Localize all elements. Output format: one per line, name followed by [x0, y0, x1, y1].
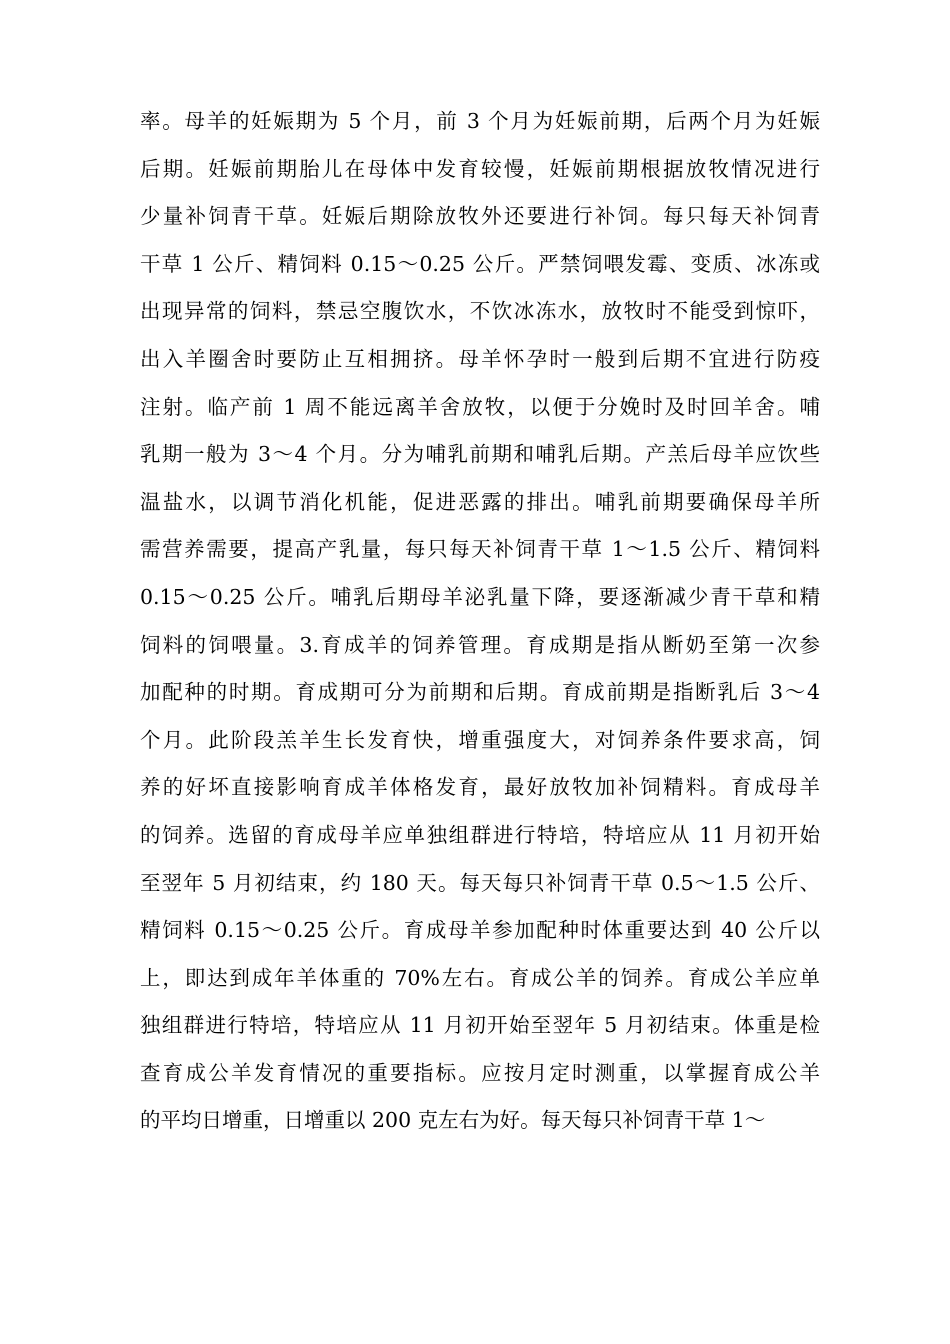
text-line: 上，即达到成年羊体重的 70%左右。育成公羊的饲养。育成公羊应单 [140, 965, 820, 990]
text-line: 的平均日增重，日增重以 200 克左右为好。每天每只补饲青干草 1～ [140, 1108, 766, 1133]
text-line: 加配种的时期。育成期可分为前期和后期。育成前期是指断乳后 3～4 [140, 680, 820, 705]
text-line: 养的好坏直接影响育成羊体格发育，最好放牧加补饲精料。育成母羊 [140, 775, 820, 800]
text-line: 需营养需要，提高产乳量，每只每天补饲青干草 1～1.5 公斤、精饲料 [140, 537, 820, 562]
text-line: 0.15～0.25 公斤。哺乳后期母羊泌乳量下降，要逐渐减少青干草和精 [140, 584, 820, 609]
text-line: 率。母羊的妊娠期为 5 个月，前 3 个月为妊娠前期，后两个月为妊娠 [140, 109, 820, 133]
text-line: 少量补饲青干草。妊娠后期除放牧外还要进行补饲。每只每天补饲青 [140, 204, 820, 229]
text-line: 精饲料 0.15～0.25 公斤。育成母羊参加配种时体重要达到 40 公斤以 [140, 918, 820, 943]
text-line: 至翌年 5 月初结束，约 180 天。每天每只补饲青干草 0.5～1.5 公斤、 [140, 870, 820, 895]
text-line: 干草 1 公斤、精饲料 0.15～0.25 公斤。严禁饲喂发霉、变质、冰冻或 [140, 251, 820, 276]
text-line: 温盐水，以调节消化机能，促进恶露的排出。哺乳前期要确保母羊所 [140, 489, 820, 514]
text-line: 乳期一般为 3～4 个月。分为哺乳前期和哺乳后期。产羔后母羊应饮些 [140, 442, 820, 467]
text-line: 个月。此阶段羔羊生长发育快，增重强度大，对饲养条件要求高，饲 [140, 727, 820, 752]
text-line: 的饲养。选留的育成母羊应单独组群进行特培，特培应从 11 月初开始 [140, 822, 820, 847]
text-line: 饲料的饲喂量。3.育成羊的饲养管理。育成期是指从断奶至第一次参 [140, 632, 820, 657]
text-line: 出入羊圈舍时要防止互相拥挤。母羊怀孕时一般到后期不宜进行防疫 [140, 346, 820, 371]
text-line: 查育成公羊发育情况的重要指标。应按月定时测重，以掌握育成公羊 [140, 1060, 820, 1085]
text-line: 出现异常的饲料，禁忌空腹饮水，不饮冰冻水，放牧时不能受到惊吓， [140, 299, 820, 324]
text-line: 后期。妊娠前期胎儿在母体中发育较慢，妊娠前期根据放牧情况进行 [140, 156, 820, 181]
body-text [140, 98, 820, 1145]
text-line: 独组群进行特培，特培应从 11 月初开始至翌年 5 月初结束。体重是检 [140, 1013, 820, 1038]
text-line: 注射。临产前 1 周不能远离羊舍放牧，以便于分娩时及时回羊舍。哺 [140, 394, 820, 419]
